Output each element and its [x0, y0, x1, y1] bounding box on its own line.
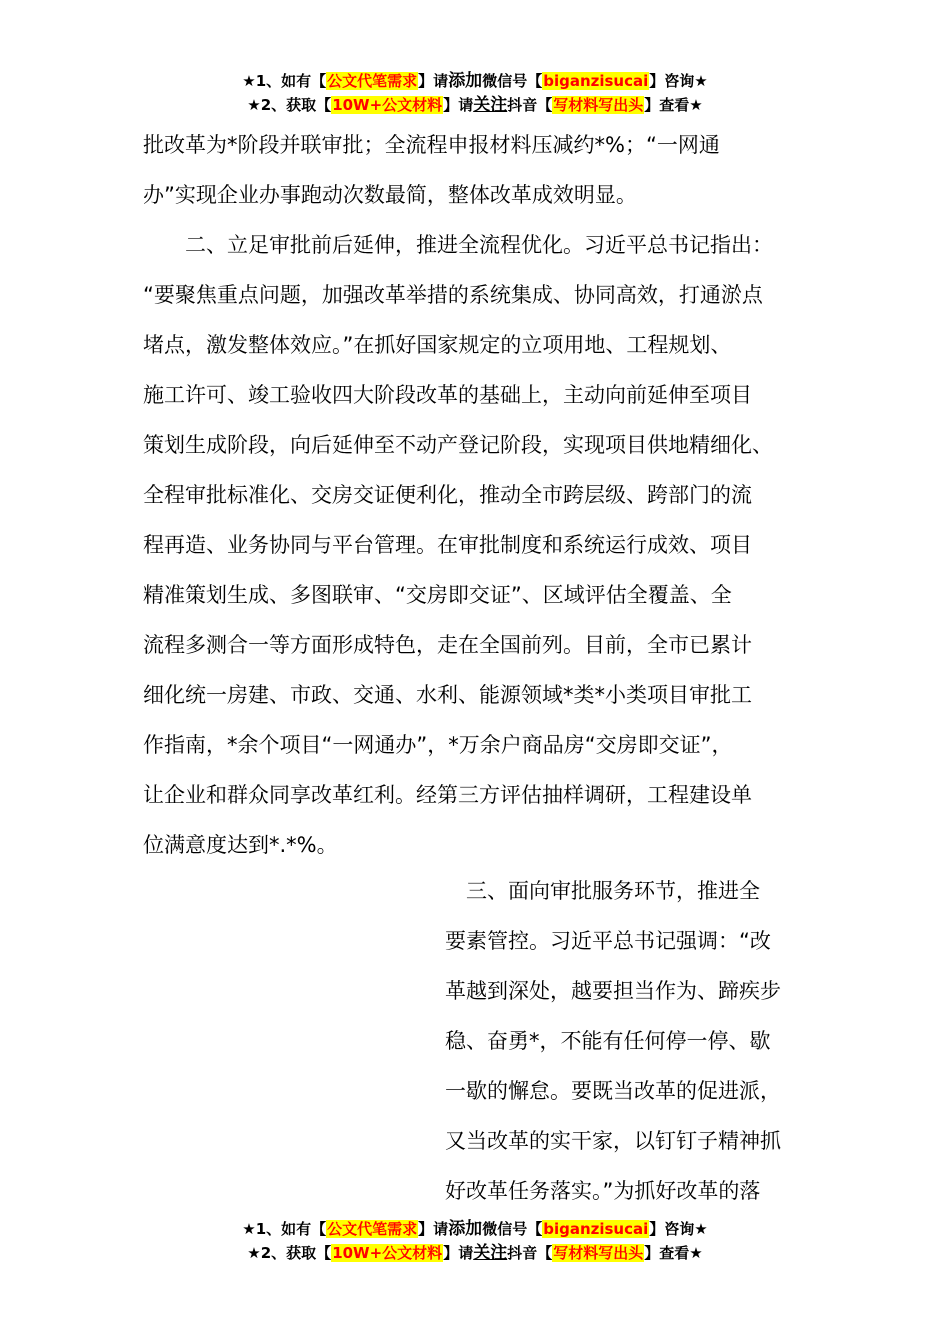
banner-text: 】查看★: [644, 1244, 703, 1262]
text-line: 策划生成阶段，向后延伸至不动产登记阶段，实现项目供地精细化、: [143, 433, 773, 457]
text-line: 程再造、业务协同与平台管理。在审批制度和系统运行成效、项目: [143, 533, 752, 557]
text-line: 一歇的懈怠。要既当改革的促进派，: [445, 1079, 781, 1103]
text-line: 稳、奋勇*，不能有任何停一停、歇: [445, 1029, 771, 1053]
text-line: 全程审批标准化、交房交证便利化，推动全市跨层级、跨部门的流: [143, 483, 752, 507]
text-line: 批改革为*阶段并联审批；全流程申报材料压减约*%；“一网通: [143, 133, 720, 157]
highlight-douyin-account: 写材料写出头: [553, 1244, 644, 1262]
banner-text: 微信号【: [482, 72, 543, 90]
banner-emphasis: 添加: [448, 71, 483, 91]
document-body-narrow: [445, 866, 815, 1216]
text-line: 流程多测合一等方面形成特色，走在全国前列。目前，全市已累计: [143, 633, 752, 657]
highlight-materials: 10W+公文材料: [332, 1244, 443, 1262]
highlight-wechat-id: biganzisucai: [543, 1220, 649, 1238]
banner-text: 】请: [418, 1220, 449, 1238]
footer-banner: [0, 1218, 950, 1266]
banner-text: 】请: [443, 1244, 474, 1262]
banner-text: 】请: [443, 96, 474, 114]
highlight-wechat-id: biganzisucai: [543, 72, 649, 90]
text-line: 作指南，*余个项目“一网通办”，*万余户商品房“交房即交证”，: [143, 733, 733, 757]
banner-text: 抖音【: [507, 1244, 553, 1262]
text-line: 好改革任务落实。”为抓好改革的落: [445, 1179, 761, 1203]
text-line: 让企业和群众同享改革红利。经第三方评估抽样调研，工程建设单: [143, 783, 752, 807]
banner-text: ★2、获取【: [247, 96, 332, 114]
banner-text: ★1、如有【: [242, 1220, 327, 1238]
banner-text: 】查看★: [644, 96, 703, 114]
document-body: [143, 120, 833, 870]
header-banner: [0, 70, 950, 118]
text-line: 细化统一房建、市政、交通、水利、能源领域*类*小类项目审批工: [143, 683, 752, 707]
highlight-douyin-account: 写材料写出头: [553, 96, 644, 114]
text-line: 精准策划生成、多图联审、“交房即交证”、区域评估全覆盖、全: [143, 583, 732, 607]
text-line: 要素管控。习近平总书记强调：“改: [445, 929, 771, 953]
banner-line-2: [0, 94, 950, 118]
banner-line-2: [0, 1242, 950, 1266]
banner-text: 】请: [418, 72, 449, 90]
text-line: 施工许可、竣工验收四大阶段改革的基础上，主动向前延伸至项目: [143, 383, 752, 407]
text-line: 二、立足审批前后延伸，推进全流程优化。习近平总书记指出：: [143, 233, 773, 257]
banner-line-1: [0, 1218, 950, 1242]
banner-emphasis: 关注: [473, 95, 508, 115]
banner-line-1: [0, 70, 950, 94]
banner-emphasis: 添加: [448, 1219, 483, 1239]
text-line: 革越到深处，越要担当作为、蹄疾步: [445, 979, 781, 1003]
banner-text: 】咨询★: [649, 1220, 708, 1238]
highlight-service: 公文代笔需求: [327, 72, 418, 90]
text-line: 办”实现企业办事跑动次数最简，整体改革成效明显。: [143, 183, 637, 207]
banner-emphasis: 关注: [473, 1243, 508, 1263]
text-line: 位满意度达到*.*%。: [143, 833, 338, 857]
highlight-service: 公文代笔需求: [327, 1220, 418, 1238]
text-line: 三、面向审批服务环节，推进全: [445, 879, 760, 903]
highlight-materials: 10W+公文材料: [332, 96, 443, 114]
banner-text: ★2、获取【: [247, 1244, 332, 1262]
text-line: “要聚焦重点问题，加强改革举措的系统集成、协同高效，打通淤点: [143, 283, 763, 307]
banner-text: 微信号【: [482, 1220, 543, 1238]
text-line: 又当改革的实干家，以钉钉子精神抓: [445, 1129, 781, 1153]
banner-text: 】咨询★: [649, 72, 708, 90]
banner-text: ★1、如有【: [242, 72, 327, 90]
text-line: 堵点，激发整体效应。”在抓好国家规定的立项用地、工程规划、: [143, 333, 732, 357]
banner-text: 抖音【: [507, 96, 553, 114]
